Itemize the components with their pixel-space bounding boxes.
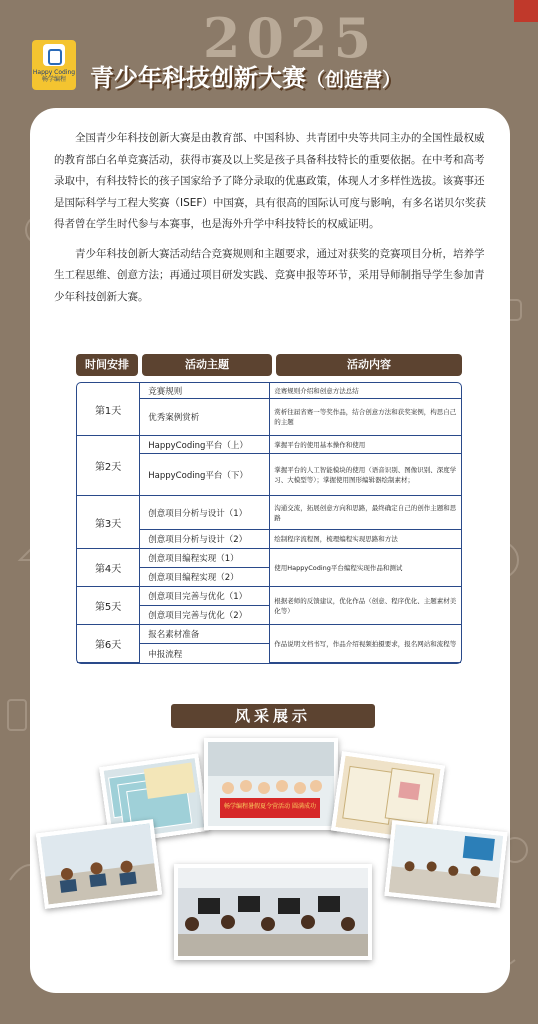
group-photo	[204, 738, 338, 830]
topic-cell: 申报流程	[140, 644, 270, 663]
classroom-image-1	[40, 824, 157, 905]
year-watermark: 2025	[202, 6, 378, 70]
day-cell: 第6天	[77, 625, 140, 663]
topic-cell: 创意项目完善与优化（2）	[140, 606, 270, 625]
content-cell: 作品说明文档书写，作品介绍视频拍摄要求，报名网站和流程等	[270, 625, 461, 663]
header-content: 活动内容	[276, 354, 462, 376]
logo-brand-en: Happy Coding	[32, 69, 76, 76]
intro-text	[54, 128, 488, 308]
content-cell: 赏析往届省赛一等奖作品，结合创意方法和获奖案例，构思自己的主题	[270, 399, 461, 436]
day-cell: 第4天	[77, 549, 140, 587]
logo-hand-icon	[43, 44, 65, 66]
topic-cell: 创意项目完善与优化（1）	[140, 587, 270, 606]
day-cell: 第1天	[77, 383, 140, 436]
topic-cell: HappyCoding平台（上）	[140, 436, 270, 454]
topic-cell: 竞赛规则	[140, 383, 270, 399]
content-cell: 绘制程序流程图，梳理编程实现思路和方法	[270, 530, 461, 549]
table-row	[77, 383, 461, 399]
topic-cell: HappyCoding平台（下）	[140, 454, 270, 496]
content-cell: 沟通交流，拓展创意方向和思路，最终确定自己的创作主题和思路	[270, 496, 461, 530]
table-row	[77, 549, 461, 568]
page-title-main: 青少年科技创新大赛	[90, 64, 306, 92]
header-time: 时间安排	[76, 354, 138, 376]
header-topic: 活动主题	[142, 354, 272, 376]
computer-lab-photo	[174, 864, 372, 960]
classroom-photo-2	[384, 820, 507, 908]
content-cell: 竞赛规则介绍和创意方法总结	[270, 383, 461, 399]
intro-paragraph-2: 青少年科技创新大赛活动结合竞赛规则和主题要求，通过对获奖的竞赛项目分析，培养学生工程思维、创意方法；再通过项目研发实践、竞赛申报等环节，采用导师制指导学生参加青少年科技创新大赛。	[54, 247, 485, 303]
group-image	[208, 742, 334, 826]
content-cell: 根据老师的反馈建议，优化作品（创意、程序优化、主题素材美化等）	[270, 587, 461, 625]
content-cell: 使用HappyCoding平台编程实现作品和测试	[270, 549, 461, 587]
table-row	[77, 436, 461, 454]
happy-coding-logo	[32, 40, 76, 90]
topic-cell: 优秀案例赏析	[140, 399, 270, 436]
table-row	[77, 587, 461, 606]
computer-lab-image	[178, 868, 368, 956]
table-row	[77, 496, 461, 530]
day-cell: 第2天	[77, 436, 140, 496]
corner-tag	[514, 0, 538, 22]
intro-paragraph-1: 全国青少年科技创新大赛是由教育部、中国科协、共青团中央等共同主办的全国性最权威的教育部白名单竞赛活动，获得市赛及以上奖是孩子具备科技特长的重要依据。在中考和高考录取中，有科技特长的孩子国家给予了降分录取的优惠政策，体现人才多样性选拔。该赛事还是国际科学与工程大奖赛（ISEF）中国赛，具有很高的国际认可度与影响，有多名诺贝尔奖获得者曾在学生时代参与本赛事，也是海外升学中科技特长的权威证明。	[54, 132, 486, 230]
classroom-image-2	[389, 825, 504, 904]
content-cell: 掌握平台的人工智能模块的使用（语音识别、图像识别、深度学习、大模型等）；掌握使用图形编辑器绘制素材；	[270, 454, 461, 496]
topic-cell: 报名素材准备	[140, 625, 270, 644]
topic-cell: 创意项目编程实现（1）	[140, 549, 270, 568]
page-title-sub: （创造营）	[306, 69, 402, 91]
table-row	[77, 625, 461, 644]
topic-cell: 创意项目分析与设计（2）	[140, 530, 270, 549]
classroom-photo-1	[36, 819, 162, 909]
schedule-table	[76, 382, 462, 664]
day-cell: 第5天	[77, 587, 140, 625]
content-cell: 掌握平台的使用基本操作和使用	[270, 436, 461, 454]
logo-brand-cn: 畅学编程	[41, 76, 66, 83]
gallery-title: 风采展示	[171, 704, 375, 728]
topic-cell: 创意项目编程实现（2）	[140, 568, 270, 587]
page-title	[90, 62, 520, 96]
topic-cell: 创意项目分析与设计（1）	[140, 496, 270, 530]
banner-text: 畅学编程暑假夏令营活动 圆满成功	[224, 803, 316, 810]
day-cell: 第3天	[77, 496, 140, 549]
